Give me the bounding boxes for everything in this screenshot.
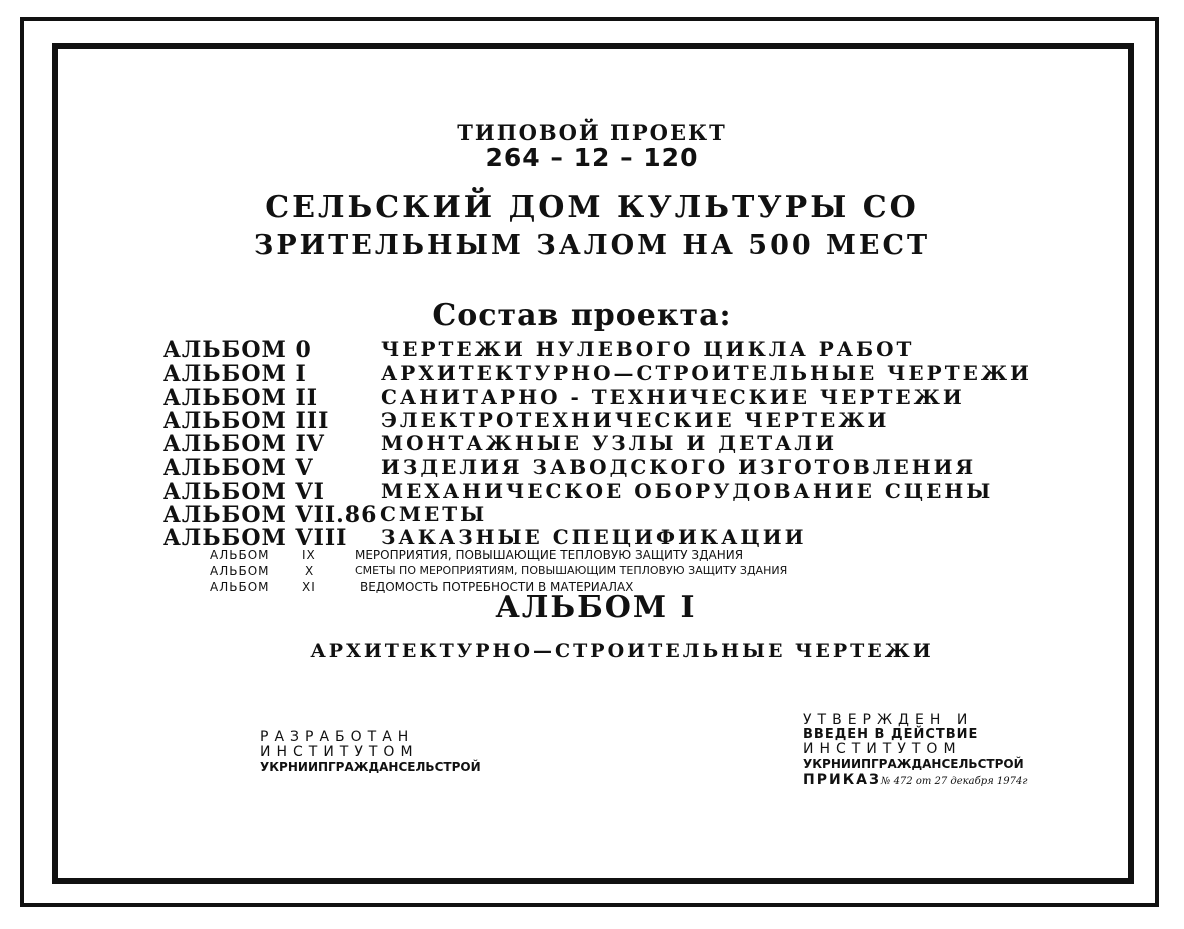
approved-line1: УТВЕРЖДЕН И: [803, 712, 974, 728]
album-desc: АРХИТЕКТУРНО—СТРОИТЕЛЬНЫЕ ЧЕРТЕЖИ: [381, 361, 1032, 385]
album-label: АЛЬБОМ VIII: [163, 525, 348, 551]
album-desc: МЕХАНИЧЕСКОЕ ОБОРУДОВАНИЕ СЦЕНЫ: [381, 479, 994, 503]
approved-line3: ИНСТИТУТОМ: [803, 741, 962, 757]
album-label: АЛЬБОМ II: [163, 385, 319, 411]
developed-block: [260, 730, 481, 774]
developed-line1: РАЗРАБОТАН: [260, 729, 415, 745]
album-label: АЛЬБОМ 0: [163, 337, 312, 363]
current-album-title: АЛЬБОМ I: [495, 590, 697, 625]
small-album-num: XI: [302, 580, 316, 594]
order-label: ПРИКАЗ: [803, 772, 881, 788]
album-desc: ИЗДЕЛИЯ ЗАВОДСКОГО ИЗГОТОВЛЕНИЯ: [381, 455, 977, 479]
composition-heading: Состав проекта:: [432, 298, 732, 333]
small-album-desc: ВЕДОМОСТЬ ПОТРЕБНОСТИ В МАТЕРИАЛАХ: [360, 580, 634, 594]
small-album-desc: МЕРОПРИЯТИЯ, ПОВЫШАЮЩИЕ ТЕПЛОВУЮ ЗАЩИТУ ЗДАНИЯ: [355, 548, 744, 562]
album-desc: ЭЛЕКТРОТЕХНИЧЕСКИЕ ЧЕРТЕЖИ: [381, 408, 890, 432]
album-desc: СМЕТЫ: [380, 502, 488, 526]
album-label: АЛЬБОМ III: [163, 408, 330, 434]
album-label: АЛЬБОМ IV: [163, 431, 325, 457]
album-desc: МОНТАЖНЫЕ УЗЛЫ И ДЕТАЛИ: [381, 431, 837, 455]
developed-institute: УКРНИИПГРАЖДАНСЕЛЬСТРОЙ: [260, 760, 481, 774]
album-label: АЛЬБОМ V: [163, 455, 314, 481]
album-label: АЛЬБОМ I: [163, 361, 307, 387]
project-number: 264 – 12 – 120: [485, 143, 699, 172]
small-album-num: IX: [302, 548, 316, 562]
album-desc: ЧЕРТЕЖИ НУЛЕВОГО ЦИКЛА РАБОТ: [381, 337, 915, 361]
current-album-subtitle: АРХИТЕКТУРНО—СТРОИТЕЛЬНЫЕ ЧЕРТЕЖИ: [310, 640, 934, 662]
small-album-desc: СМЕТЫ ПО МЕРОПРИЯТИЯМ, ПОВЫШАЮЩИМ ТЕПЛОВУЮ ЗАЩИТУ ЗДАНИЯ: [355, 564, 788, 577]
approved-institute: УКРНИИПГРАЖДАНСЕЛЬСТРОЙ: [803, 757, 1024, 771]
order-detail: № 472 от 27 декабря 1974г: [880, 776, 1028, 787]
album-label: АЛЬБОМ VII.86: [163, 502, 378, 528]
developed-line2: ИНСТИТУТОМ: [260, 744, 419, 760]
album-label: АЛЬБОМ VI: [163, 479, 325, 505]
small-album-num: X: [305, 564, 315, 578]
album-desc: ЗАКАЗНЫЕ СПЕЦИФИКАЦИИ: [381, 525, 807, 549]
project-title-line2: ЗРИТЕЛЬНЫМ ЗАЛОМ НА 500 МЕСТ: [253, 230, 931, 261]
project-title-line1: СЕЛЬСКИЙ ДОМ КУЛЬТУРЫ СО: [265, 190, 919, 225]
small-album-label: АЛЬБОМ: [210, 564, 270, 578]
type-label: ТИПОВОЙ ПРОЕКТ: [457, 120, 727, 145]
small-album-label: АЛЬБОМ: [210, 548, 270, 562]
small-album-label: АЛЬБОМ: [210, 580, 270, 594]
approved-block: [803, 713, 1027, 790]
order-line: [803, 771, 1027, 790]
album-desc: САНИТАРНО - ТЕХНИЧЕСКИЕ ЧЕРТЕЖИ: [381, 385, 965, 409]
approved-line2: ВВЕДЕН В ДЕЙСТВИЕ: [803, 727, 979, 742]
